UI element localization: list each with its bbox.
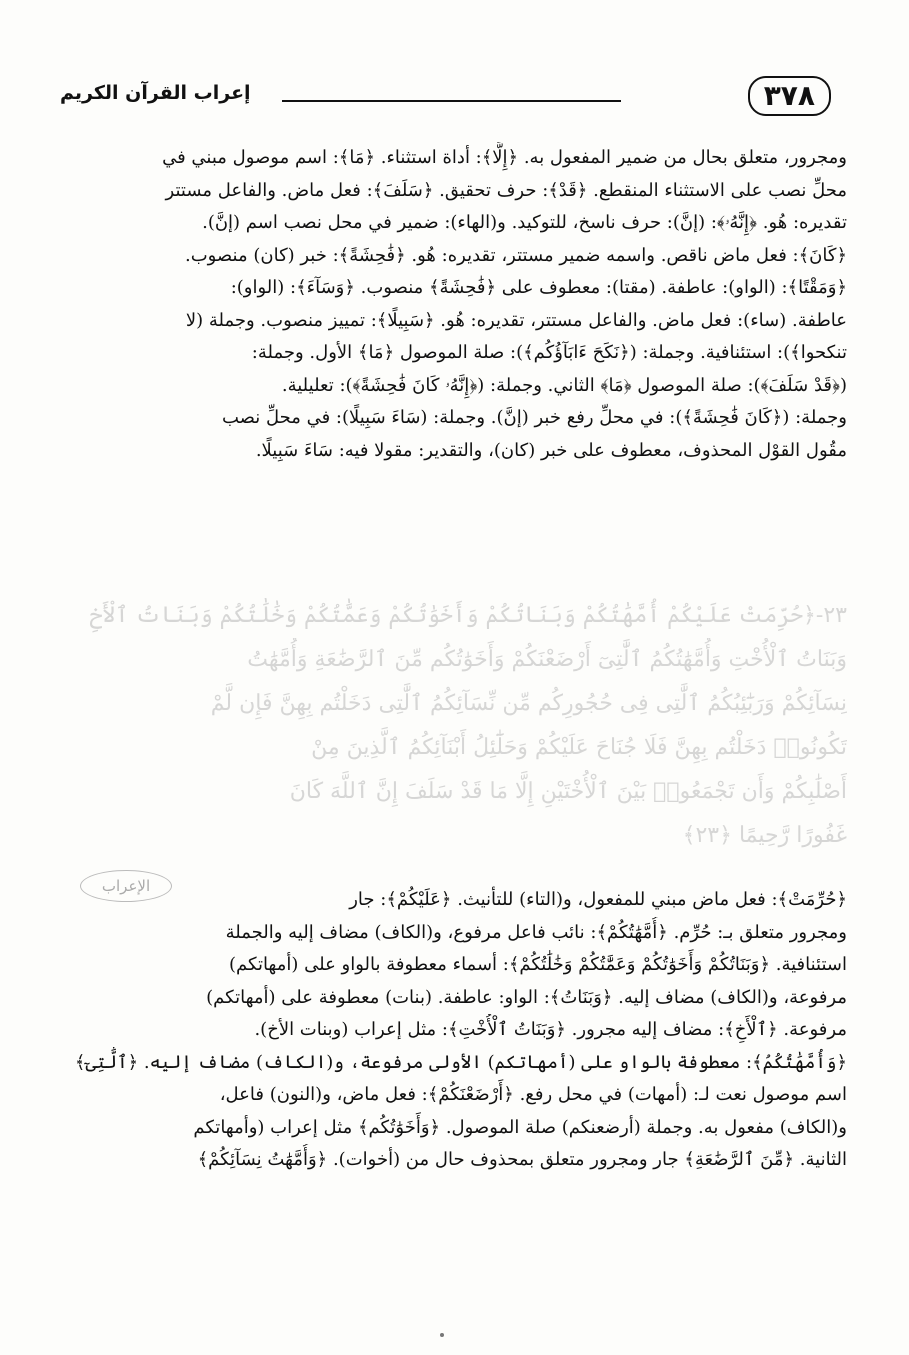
text-line: تنكحوا﴾): استئنافية. وجملة: (﴿نَكَحَ ءَابَآؤُكُم﴾): صلة الموصول ﴿مَا﴾ الأول. وجملة:: [251, 342, 847, 363]
grammar-section-2: [60, 884, 847, 1304]
text-line: و(الكاف) مفعول به. وجملة (أرضعنكم) صلة الموصول. ﴿وَأَخَوَٰتُكُم﴾ مثل إعراب (وأمهاتكم: [193, 1116, 847, 1138]
text-line: ﴿وَأُمَّهَٰتُكُمُ﴾: معطوفة بالواو على (أمهاتكم) الأولى مرفوعة، و(الكاف) مضاف إليه. ﴿ٱلَّٰتِىٓ﴾: [74, 1051, 847, 1073]
text-line: وجملة: (﴿كَانَ فَٰحِشَةً﴾): في محلِّ رفع خبر (إنَّ). وجملة: (سَاءَ سَبِيلًا): في محلِّ نصب: [221, 407, 847, 428]
text-line: مقُول القوْل المحذوف، معطوف على خبر (كان)، والتقدير: مقولا فيه: سَاءَ سَبِيلًا.: [255, 439, 847, 461]
irab-side-tag: الإعراب: [80, 870, 172, 902]
text-line: عاطفة. (ساء): فعل ماض. والفاعل مستتر، تقديره: هُو. ﴿سَبِيلًا﴾: تمييز منصوب. وجملة (لا: [185, 309, 847, 331]
page-number: ٣٧٨: [748, 76, 831, 116]
verse-line: نِسَآئِكُمْ وَرَبَٰٓئِبُكُمُ ٱلَّٰتِى فِى حُجُورِكُم مِّن نِّسَآئِكُمُ ٱلَّٰتِى دَخَلْتُم بِهِنَّ فَإِن لَّمْ: [210, 691, 847, 716]
verse-line: وَبَنَاتُ ٱلْأُخْتِ وَأُمَّهَٰتُكُمُ ٱلَّٰتِىٓ أَرْضَعْنَكُمْ وَأَخَوَٰتُكُم مِّنَ ٱلرَّضَٰعَةِ وَأُمَّهَٰتُ: [247, 647, 847, 672]
text-line: الثانية. ﴿مِّنَ ٱلرَّضَٰعَةِ﴾ جار ومجرور متعلق بمحذوف حال من (أخوات). ﴿وَأُمَّهَٰتُ نِسَآئِكُمْ﴾: [197, 1149, 847, 1170]
book-title: إعراب القرآن الكريم: [60, 82, 251, 104]
text-line: مرفوعة، و(الكاف) مضاف إليه. ﴿وَبَنَاتُ﴾: الواو: عاطفة. (بنات) معطوفة على (أمهاتكم): [206, 986, 847, 1008]
text-line: ﴿حُرِّمَتْ﴾: فعل ماض مبني للمفعول، و(التاء) للتأنيث. ﴿عَلَيْكُمْ﴾: جار: [349, 889, 847, 910]
text-line: ومجرور، متعلق بحال من ضمير المفعول به. ﴿إِلَّا﴾: أداة استثناء. ﴿مَا﴾: اسم موصول مبني في: [162, 147, 847, 168]
text-line: اسم موصول نعت لـ: (أمهات) في محل رفع. ﴿أَرْضَعْنَكُمْ﴾: فعل ماض، و(النون) فاعل،: [219, 1084, 847, 1105]
page-header: [60, 76, 831, 120]
page-dot: [440, 1333, 444, 1337]
text-line: تقديره: هُو. ﴿إِنَّهُۥ﴾: (إنَّ): حرف ناسخ، للتوكيد. و(الهاء): ضمير في محل نصب اسم (إنَّ).: [202, 212, 847, 233]
text-line: مرفوعة. ﴿ٱلْأَخِ﴾: مضاف إليه مجرور. ﴿وَبَنَاتُ ٱلْأُخْتِ﴾: مثل إعراب (وبنات الأخ).: [254, 1019, 847, 1040]
quran-verse: [58, 594, 847, 874]
verse-line: أَصْلَٰبِكُمْ وَأَن تَجْمَعُوا۟ بَيْنَ ٱلْأُخْتَيْنِ إِلَّا مَا قَدْ سَلَفَ إِنَّ ٱللَّهَ كَانَ: [289, 779, 847, 804]
verse-line: تَكُونُوا۟ دَخَلْتُم بِهِنَّ فَلَا جُنَاحَ عَلَيْكُمْ وَحَلَٰٓئِلُ أَبْنَآئِكُمُ ٱلَّذِينَ مِنْ: [311, 735, 847, 760]
grammar-section-1: [60, 142, 847, 572]
verse-number: ٢٣-: [815, 603, 847, 628]
verse-line: غَفُورًا رَّحِيمًا ﴿٢٣﴾: [682, 823, 847, 848]
text-line: ﴿وَمَقْتًا﴾: (الواو): عاطفة. (مقتا): معطوف على ﴿فَٰحِشَةً﴾ منصوب. ﴿وَسَآءَ﴾: (الواو):: [230, 277, 847, 298]
text-line: (﴿قَدْ سَلَفَ﴾): صلة الموصول ﴿مَا﴾ الثاني. وجملة: (﴿إِنَّهُۥ كَانَ فَٰحِشَةً﴾): تعليلية.: [281, 374, 847, 396]
text-line: ومجرور متعلق بـ: حُرِّم. ﴿أُمَّهَٰتُكُمْ﴾: نائب فاعل مرفوع، و(الكاف) مضاف إليه والجملة: [225, 921, 847, 943]
text-line: ﴿كَانَ﴾: فعل ماض ناقص. واسمه ضمير مستتر، تقديره: هُو. ﴿فَٰحِشَةً﴾: خبر (كان) منصوب.: [184, 244, 847, 266]
header-rule: [282, 100, 621, 102]
text-line: استئنافية. ﴿وَبَنَاتُكُمْ وَأَخَوَٰتُكُمْ وَعَمَّٰتُكُمْ وَخَٰلَٰتُكُمْ﴾: أسماء معطوفة بالواو على (أمهاتكم): [229, 954, 847, 975]
text-line: محلِّ نصب على الاستثناء المنقطع. ﴿قَدْ﴾: حرف تحقيق. ﴿سَلَفَ﴾: فعل ماض. والفاعل مستتر: [165, 179, 847, 201]
verse-line: ٢٣-﴿حُرِّمَتْ عَلَيْكُمْ أُمَّهَٰتُكُمْ وَبَنَاتُكُمْ وَأَخَوَٰتُكُمْ وَعَمَّٰتُكُمْ وَخَٰلَٰتُكُمْ وَبَنَاتُ ٱلْأَخِ: [89, 603, 847, 628]
